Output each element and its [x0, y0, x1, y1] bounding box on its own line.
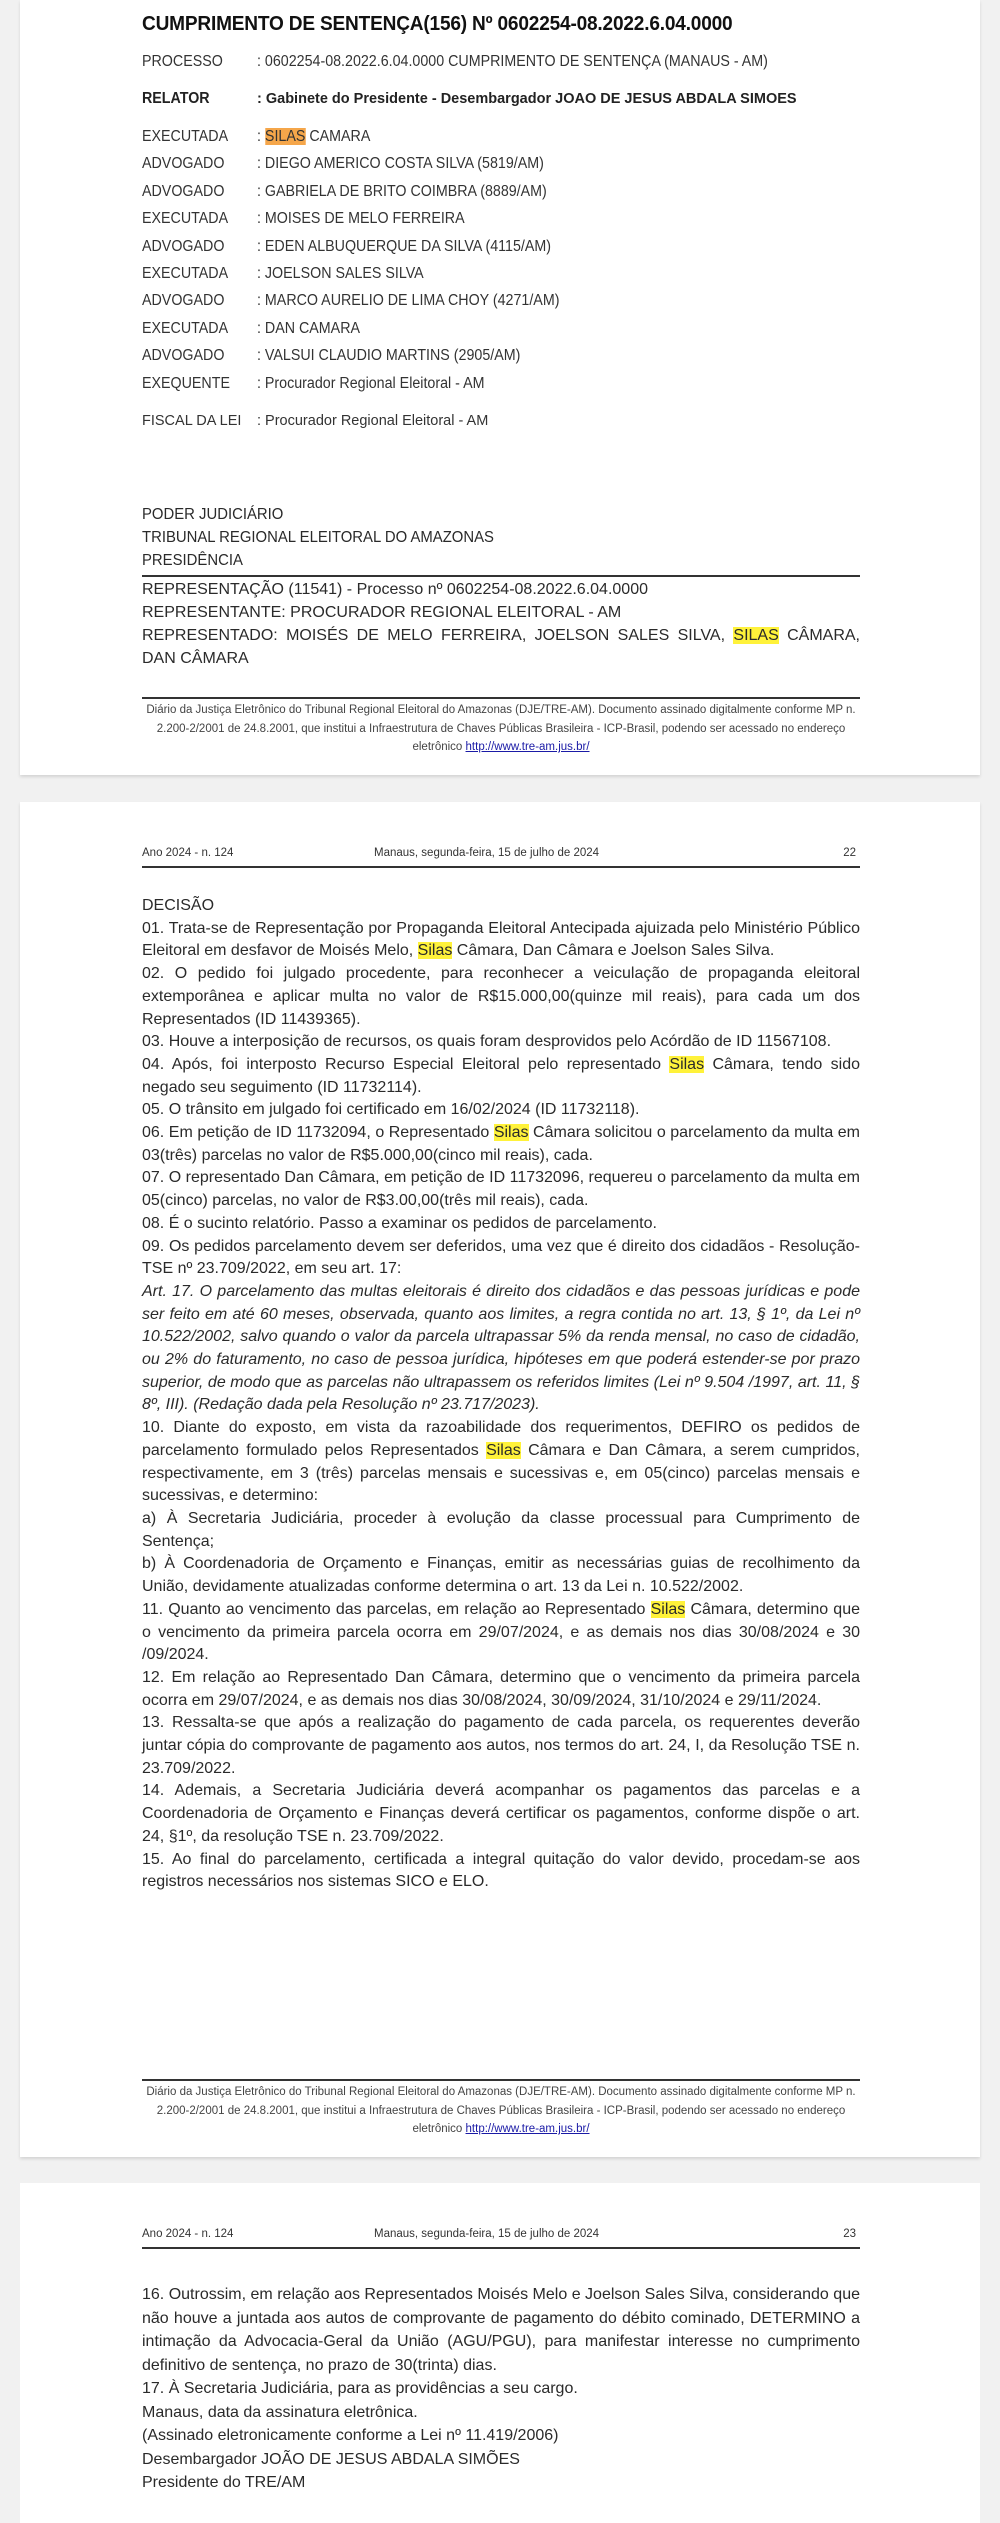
document-title: CUMPRIMENTO DE SENTENÇA(156) Nº 0602254-08.2022.6.04.0000: [142, 12, 733, 35]
text-span: 01. Trata-se de Representação por Propaganda Eleitoral Antecipada ajuizada pelo Ministério Público Eleitoral em desfavor de Moisés Melo,: [142, 919, 860, 960]
org-line: PRESIDÊNCIA: [142, 552, 243, 569]
signer-name: Desembargador JOÃO DE JESUS ABDALA SIMÕES: [142, 2450, 520, 2468]
representation-block: [142, 578, 860, 670]
text-span: 10. Diante do exposto, em vista da razoabilidade dos requerimentos, DEFIRO os pedidos de parcelamento formulado pelos Representados: [142, 1419, 860, 1459]
footer-text: Diário da Justiça Eletrônico do Tribunal Regional Eleitoral do Amazonas (DJE/TRE-AM). Documento assinado digitalmente conforme MP n. 2.200-2/2001 de 24.8.2001, que institui a Infraestrutura de Chaves Públicas Brasileira - ICP-Brasil, podendo ser acessado no endereço eletrônico: [146, 704, 856, 753]
party-label: ADVOGADO: [142, 292, 225, 310]
paragraph: [142, 1599, 860, 1667]
divider: [142, 575, 860, 577]
edition-number: Ano 2024 - n. 124: [142, 2228, 234, 2240]
party-label: FISCAL DA LEI: [142, 413, 242, 430]
decision-body: [142, 895, 860, 1894]
text-span: Câmara, tendo sido negado seu seguimento (ID 11732114).: [142, 1055, 861, 1096]
header-divider: [142, 2247, 860, 2249]
party-row: [142, 233, 862, 260]
paragraph: 09. Os pedidos parcelamento devem ser deferidos, uma vez que é direito dos cidadãos - Resolução-TSE nº 23.709/2022, em seu art. 17:: [142, 1237, 860, 1278]
signer-title: Presidente do TRE/AM: [142, 2474, 306, 2491]
paragraph: 15. Ao final do parcelamento, certificada a integral quitação do valor devido, procedam-se aos registros necessários nos sistemas SICO e ELO.: [142, 1850, 860, 1891]
paragraph: [142, 918, 860, 963]
party-label: EXEQUENTE: [142, 374, 230, 392]
paragraph: 12. Em relação ao Representado Dan Câmara, determino que o vencimento da primeira parcela ocorra em 29/07/2024, e as demais nos dias 30/08/2024, 30/09/2024, 31/10/2024 e 29/11/2024.: [142, 1668, 860, 1709]
document-page-1: [20, 0, 980, 775]
paragraph: 02. O pedido foi julgado procedente, para reconhecer a veiculação de propaganda eleitoral extemporânea e aplicar multa no valor de R$15.000,00(quinze mil reais), para cada um dos Representados (ID 11439365).: [142, 965, 860, 1028]
text-span: CÂMARA, DAN CÂMARA: [142, 627, 860, 667]
signature-note: (Assinado eletronicamente conforme a Lei nº 11.419/2006): [142, 2427, 559, 2444]
party-value: : GABRIELA DE BRITO COIMBRA (8889/AM): [257, 182, 547, 200]
party-row: [142, 397, 862, 445]
party-label: ADVOGADO: [142, 182, 225, 200]
text-span: 04. Após, foi interposto Recurso Especial Eleitoral pelo representado: [142, 1055, 670, 1073]
party-label: EXECUTADA: [142, 265, 229, 283]
text-span: Câmara e Dan Câmara, a serem cumpridos, respectivamente, em 3 (três) parcelas mensais e sucessivas e, em 05(cinco) parcelas mensais e sucessivas, e determino:: [142, 1441, 860, 1505]
search-highlight: Silas: [493, 1124, 529, 1142]
search-highlight-active: SILAS: [264, 128, 306, 146]
section-heading: DECISÃO: [142, 897, 215, 914]
text-span: 06. Em petição de ID 11732094, o Representado: [142, 1124, 494, 1142]
footer-link[interactable]: http://www.tre-am.jus.br/: [465, 741, 590, 753]
search-highlight: Silas: [417, 942, 453, 960]
page-footer-note: [138, 2083, 864, 2139]
party-label: EXECUTADA: [142, 128, 229, 146]
party-value: : VALSUI CLAUDIO MARTINS (2905/AM): [257, 347, 521, 365]
page-number: 22: [843, 847, 856, 859]
page-footer-note: [138, 701, 864, 757]
publication-date: Manaus, segunda-feira, 15 de julho de 2024: [374, 847, 600, 859]
party-value: : Gabinete do Presidente - Desembargador JOAO DE JESUS ABDALA SIMOES: [257, 91, 797, 108]
party-value: : JOELSON SALES SILVA: [257, 265, 424, 283]
search-highlight: Silas: [486, 1441, 521, 1459]
party-label: ADVOGADO: [142, 155, 225, 173]
paragraph: 13. Ressalta-se que após a realização do pagamento de cada parcela, os requerentes deverão juntar cópia do comprovante de pagamento aos autos, nos termos do art. 24, I, da Resolução TSE n. 23.709/2022.: [142, 1714, 860, 1777]
party-value: : EDEN ALBUQUERQUE DA SILVA (4115/AM): [257, 237, 552, 255]
paragraph: [142, 1417, 860, 1508]
party-value: : MOISES DE MELO FERREIRA: [257, 210, 465, 228]
paragraph: 07. O representado Dan Câmara, em petição de ID 11732096, requereu o parcelamento da multa em 05(cinco) parcelas, no valor de R$3.00,00(três mil reais), cada.: [142, 1169, 860, 1210]
party-label: ADVOGADO: [142, 347, 225, 365]
party-value: : 0602254-08.2022.6.04.0000 CUMPRIMENTO DE SENTENÇA (MANAUS - AM): [257, 52, 768, 70]
party-row: [142, 206, 862, 233]
representation-line: REPRESENTAÇÃO (11541) - Processo nº 0602254-08.2022.6.04.0000: [142, 581, 648, 598]
party-label: PROCESSO: [142, 52, 223, 70]
party-value: : Procurador Regional Eleitoral - AM: [257, 413, 489, 430]
org-line: PODER JUDICIÁRIO: [142, 506, 284, 523]
footer-link[interactable]: http://www.tre-am.jus.br/: [465, 2123, 590, 2135]
search-highlight: Silas: [650, 1600, 686, 1618]
parties-table: [142, 48, 862, 445]
party-row: [142, 260, 862, 287]
paragraph: 17. À Secretaria Judiciária, para as providências a seu cargo.: [142, 2380, 578, 2397]
party-label: RELATOR: [142, 90, 210, 108]
search-highlight: SILAS: [733, 627, 779, 644]
value-prefix: :: [257, 128, 265, 146]
text-span: REPRESENTADO: MOISÉS DE MELO FERREIRA, JOELSON SALES SILVA,: [142, 627, 734, 644]
search-highlight: Silas: [669, 1055, 705, 1073]
party-row: [142, 343, 862, 370]
paragraph: 08. É o sucinto relatório. Passo a examinar os pedidos de parcelamento.: [142, 1214, 657, 1232]
decision-body-continued: [142, 2283, 860, 2495]
edition-number: Ano 2024 - n. 124: [142, 847, 234, 859]
party-value: [257, 128, 814, 146]
text-span: 11. Quanto ao vencimento das parcelas, em relação ao Representado: [142, 1600, 651, 1618]
party-row: [142, 123, 862, 150]
divider: [142, 697, 860, 699]
value-suffix: CAMARA: [305, 128, 371, 146]
court-heading: [142, 503, 860, 572]
footer-text: Diário da Justiça Eletrônico do Tribunal Regional Eleitoral do Amazonas (DJE/TRE-AM). Documento assinado digitalmente conforme MP n. 2.200-2/2001 de 24.8.2001, que institui a Infraestrutura de Chaves Públicas Brasileira - ICP-Brasil, podendo ser acessado no endereço eletrônico: [146, 2086, 856, 2135]
party-row: [142, 75, 862, 123]
party-label: EXECUTADA: [142, 210, 229, 228]
paragraph: 16. Outrossim, em relação aos Representados Moisés Melo e Joelson Sales Silva, considerando que não houve a juntada aos autos de comprovante de pagamento do débito cominado, DETERMINO a intimação da Advocacia-Geral da União (AGU/PGU), para manifestar interesse no cumprimento definitivo de sentença, no prazo de 30(trinta) dias.: [142, 2286, 860, 2374]
publication-date: Manaus, segunda-feira, 15 de julho de 2024: [374, 2228, 600, 2240]
page-number: 23: [843, 2228, 856, 2240]
party-label: ADVOGADO: [142, 237, 225, 255]
party-row: [142, 151, 862, 178]
representante-line: REPRESENTANTE: PROCURADOR REGIONAL ELEITORAL - AM: [142, 604, 622, 621]
paragraph: b) À Coordenadoria de Orçamento e Finanças, emitir as necessárias guias de recolhimento da União, devidamente atualizadas conforme determina o art. 13 da Lei n. 10.522/2002.: [142, 1555, 860, 1596]
text-span: Câmara, Dan Câmara e Joelson Sales Silva.: [452, 942, 775, 960]
representado-line: [142, 624, 860, 670]
party-value: : DIEGO AMERICO COSTA SILVA (5819/AM): [257, 155, 544, 173]
document-page-2: [20, 802, 980, 2157]
party-value: : Procurador Regional Eleitoral - AM: [257, 374, 485, 392]
text-span: Câmara, determino que o vencimento da primeira parcela ocorra em 29/07/2024, e as demais nos dias 30/08/2024 e 30 /09/2024.: [142, 1600, 861, 1664]
party-row: [142, 48, 862, 75]
org-line: TRIBUNAL REGIONAL ELEITORAL DO AMAZONAS: [142, 529, 494, 546]
party-row: [142, 288, 862, 315]
party-value: : DAN CAMARA: [257, 319, 361, 337]
party-label: EXECUTADA: [142, 319, 229, 337]
signature-place-date: Manaus, data da assinatura eletrônica.: [142, 2403, 418, 2421]
quoted-article: Art. 17. O parcelamento das multas eleitorais é direito dos cidadãos e das pessoas jurídicas e pode ser feito em até 60 meses, observada, quanto aos limites, a regra contida no art. 13, § 1º, da Lei nº 10.522/2002, salvo quando o valor da parcela ultrapassar 5% da renda mensal, no caso de cidadão, ou 2% do faturamento, no caso de pessoa jurídica, hipóteses em que poderá estender-se por prazo superior, de modo que as parcelas não ultrapassem os referidos limites (Lei nº 9.504 /1997, art. 11, § 8º, III). (Redação dada pela Resolução nº 23.717/2023).: [142, 1282, 860, 1414]
paragraph: [142, 1122, 860, 1167]
party-value: : MARCO AURELIO DE LIMA CHOY (4271/AM): [257, 292, 560, 310]
party-row: [142, 315, 862, 342]
document-page-3: [20, 2183, 980, 2523]
header-divider: [142, 866, 860, 868]
paragraph: 14. Ademais, a Secretaria Judiciária deverá acompanhar os pagamentos das parcelas e a Coordenadoria de Orçamento e Finanças deverá certificar os pagamentos, conforme dispõe o art. 24, §1º, da resolução TSE n. 23.709/2022.: [142, 1782, 860, 1845]
divider: [142, 2079, 860, 2081]
party-row: [142, 178, 862, 205]
paragraph: 05. O trânsito em julgado foi certificado em 16/02/2024 (ID 11732118).: [142, 1101, 640, 1119]
text-span: Câmara solicitou o parcelamento da multa em 03(três) parcelas no valor de R$5.000,00(cinco mil reais), cada.: [142, 1124, 860, 1164]
paragraph: [142, 1054, 860, 1099]
paragraph: a) À Secretaria Judiciária, proceder à evolução da classe processual para Cumprimento de Sentença;: [142, 1509, 860, 1550]
party-row: [142, 370, 862, 397]
paragraph: 03. Houve a interposição de recursos, os quais foram desprovidos pelo Acórdão de ID 11567108.: [142, 1033, 832, 1051]
